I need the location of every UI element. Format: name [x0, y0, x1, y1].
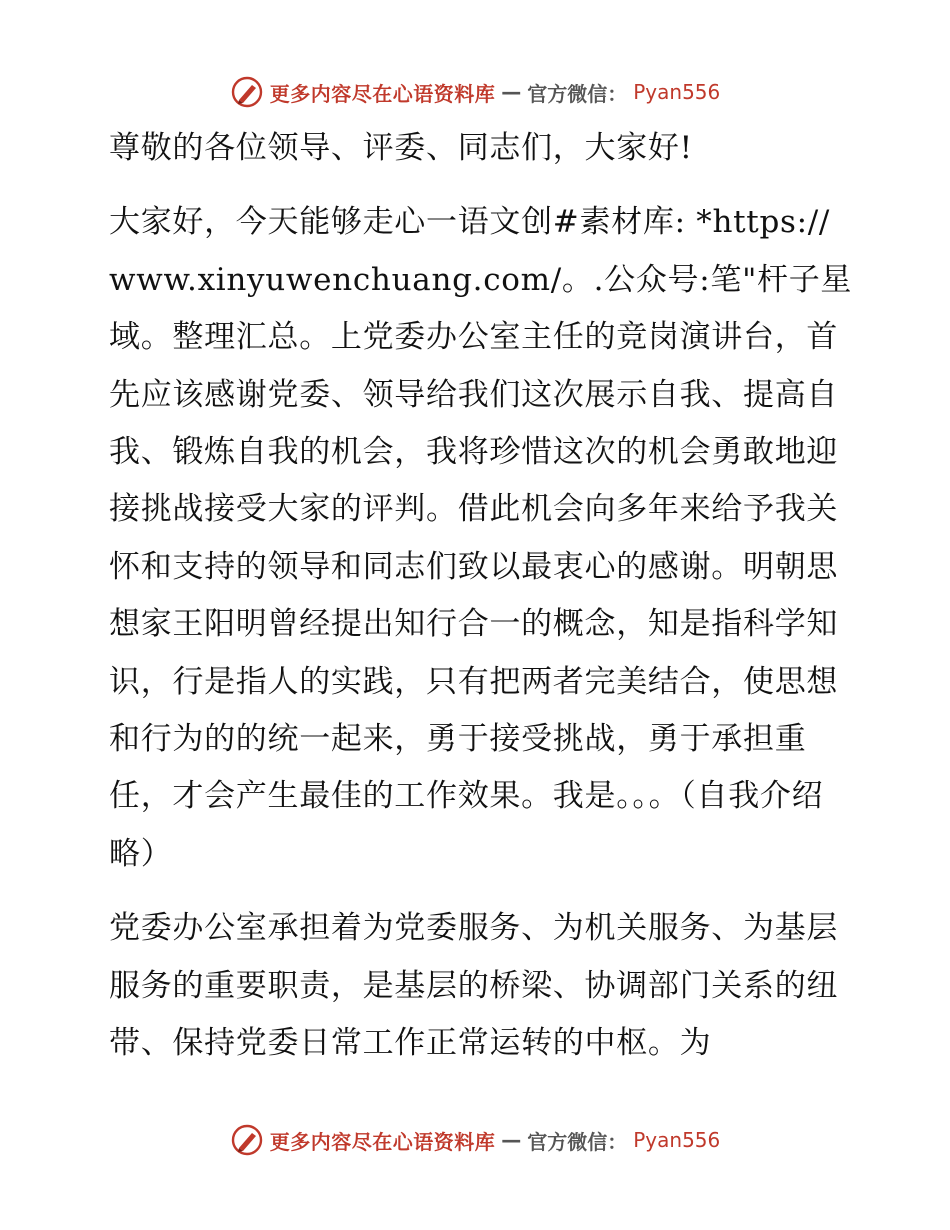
intro-paragraph: 大家好，今天能够走心一语文创#素材库: *https://www.xinyuwenchuang.com/。.公众号:笔"杆子星域。整理汇总。上党委办公室主任的竞岗演讲台，首先应该感谢党委、领导给我们这次展示自我、提高自我、锻炼自我的机会，我将珍惜这次的机会勇敢地迎接挑战接受大家的评判。借此机会向多年来给予我关怀和支持的领导和同志们致以最衷心的感谢。明朝思想家王阳明曾经提出知行合一的概念，知是指科学知识，行是指人的实践，只有把两者完美结合，使思想和行为的的统一起来，勇于接受挑战，勇于承担重任，才会产生最佳的工作效果。我是。。。（自我介绍略）: [109, 204, 853, 872]
office-duty-paragraph: 党委办公室承担着为党委服务、为机关服务、为基层服务的重要职责，是基层的桥梁、协调部门关系的纽带、保持党委日常工作正常运转的中枢。为: [109, 910, 839, 1062]
footer-watermark: [0, 1120, 950, 1160]
watermark-site-text: 更多内容尽在心语资料库: [269, 1129, 496, 1154]
watermark-wechat-label: 官方微信：: [527, 1129, 628, 1154]
watermark-handle: Pyan556: [633, 1128, 721, 1152]
watermark-dash: —: [501, 1128, 522, 1152]
pen-circle-logo-icon: [230, 1123, 264, 1157]
pen-circle-logo-icon: [230, 75, 264, 109]
greeting-paragraph: 尊敬的各位领导、评委、同志们，大家好!: [109, 130, 693, 166]
document-body: [97, 120, 857, 1073]
watermark-site-text: 更多内容尽在心语资料库: [269, 81, 496, 106]
header-watermark: [0, 72, 950, 112]
watermark-wechat-label: 官方微信：: [527, 81, 628, 106]
watermark-handle: Pyan556: [633, 80, 721, 104]
watermark-dash: —: [501, 80, 522, 104]
